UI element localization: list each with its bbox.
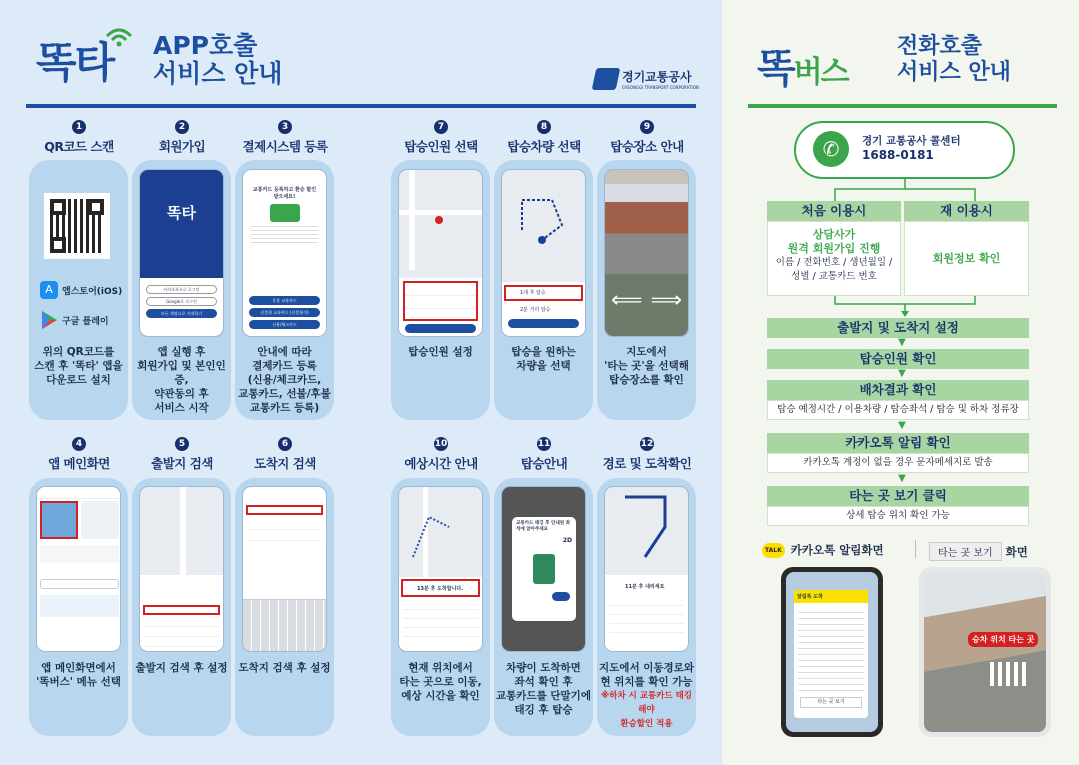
appstore-label: 앱스토어(iOS) (62, 286, 123, 297)
flow-step-1-head: 출발지 및 도착지 설정 (767, 318, 1029, 338)
step-title-8 (493, 120, 595, 155)
boarding-confirm-button[interactable] (552, 592, 570, 601)
view-suffix: 화면 (1005, 544, 1028, 559)
step-caption-3 (236, 345, 333, 415)
kakao-title: 카카오톡 알림화면 (790, 543, 884, 557)
step-caption-line: 도착지 검색 후 설정 (238, 662, 331, 674)
step-title-3 (234, 120, 336, 155)
view-title-row (929, 542, 1028, 561)
first-use-head: 처음 이용시 (767, 201, 901, 221)
right-title (897, 34, 1011, 86)
board-button[interactable] (508, 319, 579, 328)
step-caption-line: 타는 곳으로 이동, (399, 676, 482, 688)
step-caption-line: 출발지 검색 후 설정 (135, 662, 228, 674)
first-use-body (767, 221, 901, 296)
step-caption-line: 현 위치를 확인 가능 (600, 676, 693, 688)
ddokbus-menu-tile[interactable] (40, 501, 78, 539)
step-title-6 (234, 437, 336, 472)
first-use-line3: 이름 / 전화번호 / 생년월일 / (775, 257, 893, 268)
phone-step-9 (604, 169, 689, 337)
step-title-text-12: 경로 및 도착확인 (602, 456, 692, 471)
phone-step-5 (139, 486, 224, 652)
step-number-4: 4 (72, 437, 86, 451)
step-title-text-1: QR코드 스캔 (44, 139, 114, 154)
phone-step-8 (501, 169, 586, 337)
step-title-text-6: 도착지 검색 (254, 456, 316, 471)
first-use-line1: 상담사가 (812, 228, 856, 241)
street-view (605, 184, 688, 274)
first-use-line4: 성별 / 교통카드 번호 (791, 271, 877, 282)
step-title-text-5: 출발지 검색 (151, 456, 213, 471)
step-caption-line: 좌석 확인 후 (514, 676, 573, 688)
callcenter-phone: 1688-0181 (862, 148, 934, 162)
step-caption-line: 스캔 후 '똑타' 앱을 (34, 360, 123, 372)
confirm-button[interactable] (405, 324, 476, 333)
step-caption-line: 앱 메인화면에서 (41, 662, 116, 674)
step-caption-line: ※하차 시 교통카드 태깅해야 (600, 691, 693, 715)
phone-icon: ✆ (813, 131, 849, 167)
step-caption-line: 교통카드를 단말기에 (496, 690, 591, 702)
callcenter-name: 경기 교통공사 콜센터 (862, 135, 961, 147)
origin-search-input[interactable] (143, 605, 220, 615)
step-title-1 (28, 120, 130, 155)
flow-step-2 (767, 349, 1029, 369)
postpaid-card-button[interactable]: 후불 교통카드 (249, 296, 320, 305)
flow-step-3-head: 배차결과 확인 (767, 380, 1029, 400)
main-search-input[interactable] (40, 579, 119, 589)
step-number-9: 9 (640, 120, 654, 134)
flow-step-5-body: 상세 탑승 위치 확인 가능 (767, 506, 1029, 526)
step-caption-line: '타는 곳'을 선택해 (604, 360, 689, 372)
kakao-view-button[interactable]: 타는 곳 보기 (800, 697, 862, 708)
appstore-icon: A (40, 281, 58, 299)
divider (915, 540, 916, 558)
first-use-box (767, 201, 901, 296)
ddokta-logo-text: 똑타 (36, 38, 114, 87)
playstore-label: 구글 플레이 (62, 316, 109, 327)
flow-arrow-1: ▼ (898, 337, 906, 348)
re-use-body (904, 221, 1029, 296)
step-number-3: 3 (278, 120, 292, 134)
flow-step-3-body: 탑승 예정시간 / 이용차량 / 탑승좌석 / 탑승 및 하차 정류장 (767, 400, 1029, 420)
pin-icon (435, 216, 443, 224)
right-title-line2: 서비스 안내 (897, 60, 1011, 85)
step-caption-line: '똑버스' 메뉴 선택 (36, 676, 121, 688)
arrival-eta-box: 13분 후 도착합니다. (401, 579, 480, 597)
ddokbus-logo-b: 버스 (793, 55, 848, 90)
left-title (153, 32, 282, 88)
step-title-7 (390, 120, 492, 155)
destination-search-input[interactable] (246, 505, 323, 515)
org-sub: GYEONGGI TRANSPORT CORPORATION (622, 85, 699, 90)
view-location-chip: 타는 곳 보기 (929, 542, 1002, 561)
seat-number: 2D (562, 537, 572, 544)
step-number-11: 11 (537, 439, 551, 449)
step-number-12: 12 (640, 439, 654, 449)
org-logo (594, 68, 699, 90)
step-caption-line: 탑승인원 설정 (408, 346, 473, 358)
boarding-dialog-title: 교통카드 태깅 후 안내된 좌석에 앉아주세요 (516, 521, 571, 532)
kakao-login-button[interactable]: 카카오톡으로 로그인 (146, 285, 217, 294)
crosswalk (990, 662, 1030, 686)
step-caption-6 (236, 661, 333, 675)
street-photo (924, 572, 1046, 732)
phone-step-12 (604, 486, 689, 652)
phone-step-11 (501, 486, 586, 652)
step-caption-line: 서비스 시작 (154, 402, 209, 414)
right-arrow-icon[interactable]: ⟹ (650, 288, 682, 313)
step-caption-line: 탑승장소를 확인 (609, 374, 684, 386)
kakao-phone (781, 567, 883, 737)
right-header-line (748, 104, 1057, 108)
walk-route (399, 487, 483, 577)
step-title-text-2: 회원가입 (158, 139, 206, 154)
step-caption-7 (392, 345, 489, 359)
ddokbus-logo-a: 똑 (757, 46, 794, 92)
phone-step-3 (242, 169, 327, 337)
flow-step-1 (767, 318, 1029, 338)
wifi-icon (104, 26, 134, 48)
callcenter-text (862, 133, 961, 162)
credit-card-button[interactable]: 신용/체크카드 (249, 320, 320, 329)
prepaid-card-button[interactable]: 선불형 교통카드 (선불형식) (249, 308, 320, 317)
flow-step-5 (767, 486, 1029, 526)
step-caption-2 (133, 345, 230, 415)
step-caption-10 (392, 661, 489, 703)
boarding-spot-label: 승차 위치 타는 곳 (968, 632, 1038, 647)
phone-step-7 (398, 169, 483, 337)
step-caption-line: 앱 실행 후 (157, 346, 206, 358)
flow-arrow-3: ▼ (898, 420, 906, 431)
passenger-panel (399, 278, 482, 337)
kakao-title-row (762, 542, 884, 558)
step-number-7: 7 (434, 120, 448, 134)
trip-route (605, 487, 689, 577)
kakao-message (794, 590, 868, 718)
ddokta-logo (36, 30, 113, 90)
phone-step-6 (242, 486, 327, 652)
flow-step-3 (767, 380, 1029, 420)
step-number-6: 6 (278, 437, 292, 451)
card-tag-illustration (533, 554, 555, 584)
drop-eta: 11분 후 내리세요 (625, 584, 665, 590)
step-number-10: 10 (434, 439, 448, 449)
step-title-text-4: 앱 메인화면 (48, 456, 110, 471)
step-caption-line: 환승할인 적용 (620, 719, 673, 729)
step-title-12 (596, 437, 698, 472)
step-title-4 (28, 437, 130, 472)
step-caption-line: 지도에서 (626, 346, 667, 358)
flow-step-4-head: 카카오톡 알림 확인 (767, 433, 1029, 453)
step-caption-line: 교통카드 등록) (249, 402, 320, 414)
org-name: 경기교통공사 (622, 70, 692, 84)
step-caption-line: 탑승을 원하는 (511, 346, 576, 358)
left-header-line (26, 104, 696, 108)
flow-step-2-head: 탑승인원 확인 (767, 349, 1029, 369)
step-caption-line: 회원가입 및 본인인증, (137, 360, 226, 386)
step-caption-line: 결제카드 등록 (252, 360, 317, 372)
step-caption-line: 현재 위치에서 (408, 662, 473, 674)
branch-connector (830, 179, 990, 201)
step-caption-5 (133, 661, 230, 675)
re-use-head: 재 이용시 (904, 201, 1029, 221)
step-caption-8 (495, 345, 592, 373)
flow-step-4-body: 카카오톡 계정이 없을 경우 문자메세지로 발송 (767, 453, 1029, 473)
step-caption-line: 약관동의 후 (154, 388, 209, 400)
flow-arrow-2: ▼ (898, 368, 906, 379)
other-login-button[interactable]: 모든 계정으로 시작하기 (146, 309, 217, 318)
left-title-line1: APP호출 (153, 31, 258, 60)
step-caption-line: 차량을 선택 (516, 360, 571, 372)
kakao-msg-head: 알림톡 도착 (794, 590, 868, 603)
step-caption-line: 위의 QR코드를 (42, 346, 115, 358)
org-emblem-icon (592, 68, 621, 90)
ddokbus-logo (757, 37, 848, 94)
street-phone (919, 567, 1051, 737)
re-use-line1: 회원정보 확인 (932, 252, 1001, 265)
step-caption-1 (30, 345, 127, 387)
boarding-dialog (512, 517, 576, 621)
phone-step-10 (398, 486, 483, 652)
appstore-link[interactable] (40, 281, 122, 299)
step-title-text-3: 결제시스템 등록 (242, 139, 328, 154)
re-use-box (904, 201, 1029, 296)
flow-step-4 (767, 433, 1029, 473)
step-caption-9 (598, 345, 695, 387)
flow-arrow-4: ▼ (898, 473, 906, 484)
step-number-8: 8 (537, 120, 551, 134)
bus-option-2[interactable]: 2분 거리 탑승 (520, 307, 551, 313)
step-caption-line: 예상 시간을 확인 (401, 690, 480, 702)
step-caption-11 (495, 661, 592, 717)
playstore-icon (40, 310, 58, 330)
step-title-text-11: 탑승안내 (520, 456, 568, 471)
step-number-2: 2 (175, 120, 189, 134)
step-caption-line: 태깅 후 탑승 (514, 704, 573, 716)
step-caption-line: (신용/체크카드, (247, 374, 322, 386)
route-map (502, 170, 586, 280)
step-number-5: 5 (175, 437, 189, 451)
step-title-10 (390, 437, 492, 472)
qr-pattern (50, 199, 104, 253)
step-title-text-9: 탑승장소 안내 (610, 139, 684, 154)
card-illustration (270, 204, 300, 222)
step-title-text-10: 예상시간 안내 (404, 456, 478, 471)
phone-step-4 (36, 486, 121, 652)
step-title-5 (131, 437, 233, 472)
step-title-9 (596, 120, 698, 155)
first-use-line2: 원격 회원가입 진행 (787, 242, 881, 255)
step-caption-line: 지도에서 이동경로와 (599, 662, 694, 674)
left-arrow-icon[interactable]: ⟸ (611, 288, 643, 313)
qr-code (44, 193, 110, 259)
card-intro-text: 교통카드 등록하고 환승 할인 받으세요! (252, 187, 317, 200)
step-number-1: 1 (72, 120, 86, 134)
merge-connector (830, 296, 990, 318)
step-title-11 (493, 437, 595, 472)
step-caption-line: 안내에 따라 (257, 346, 312, 358)
google-login-button[interactable]: Google로 로그인 (146, 297, 217, 306)
left-title-line2: 서비스 안내 (153, 59, 283, 88)
phone-step-2 (139, 169, 224, 337)
step-caption-line: 차량이 도착하면 (506, 662, 581, 674)
step-caption-line: 다운로드 설치 (46, 374, 111, 386)
playstore-link[interactable] (40, 310, 109, 330)
bus-option-1[interactable]: 1대 후 탑승 (504, 285, 583, 301)
step-title-text-8: 탑승차량 선택 (507, 139, 581, 154)
flow-step-5-head: 타는 곳 보기 클릭 (767, 486, 1029, 506)
kakao-talk-icon: TALK (762, 543, 785, 558)
step-title-text-7: 탑승인원 선택 (404, 139, 478, 154)
right-title-line1: 전화호출 (897, 34, 983, 59)
step-caption-4 (30, 661, 127, 689)
step-caption-12 (598, 661, 695, 731)
keyboard[interactable] (243, 599, 326, 651)
step-title-2 (131, 120, 233, 155)
step-caption-line: 교통카드, 선불/후불 (238, 388, 331, 400)
splash-logo: 똑타 (167, 204, 196, 222)
